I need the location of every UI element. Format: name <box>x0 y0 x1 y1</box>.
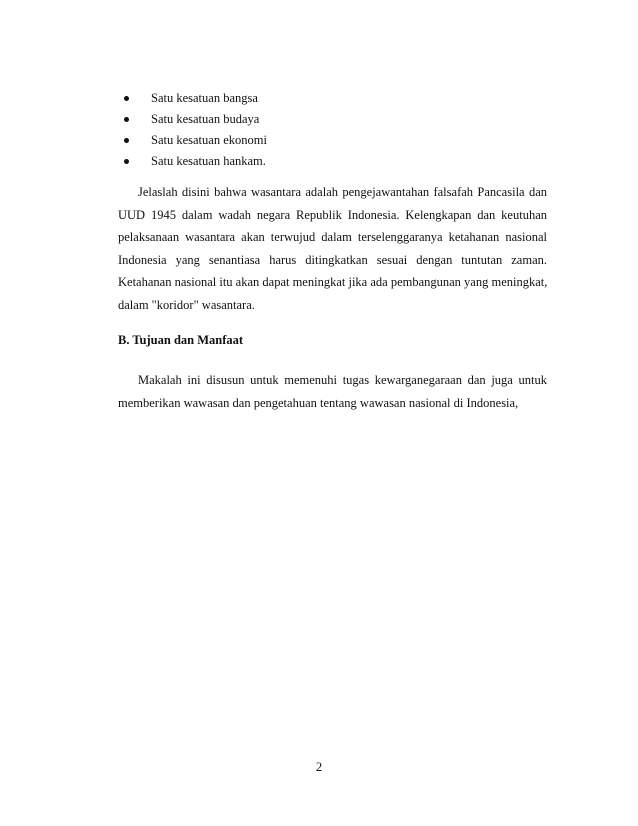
paragraph-line: pelaksanaan wasantara akan terwujud dalam terselenggaranya ketahanan nasional <box>118 230 547 245</box>
list-item <box>124 109 267 130</box>
bullet-list <box>124 88 267 172</box>
paragraph-line: Indonesia yang senantiasa harus ditingkatkan sesuai dengan tuntutan zaman. <box>118 252 547 267</box>
list-item <box>124 130 267 151</box>
bullet-icon <box>124 138 129 143</box>
bullet-text: Satu kesatuan bangsa <box>151 91 258 105</box>
section-heading: B. Tujuan dan Manfaat <box>118 333 244 347</box>
paragraph-line: Makalah ini disusun untuk memenuhi tugas kewarganegaraan dan juga untuk <box>138 373 547 387</box>
bullet-icon <box>124 159 129 164</box>
paragraph-line: UUD 1945 dalam wadah negara Republik Indonesia. Kelengkapan dan keutuhan <box>118 207 547 222</box>
bullet-text: Satu kesatuan ekonomi <box>151 133 267 147</box>
paragraph-line: Jelaslah disini bahwa wasantara adalah pengejawantahan falsafah Pancasila dan <box>138 185 547 199</box>
paragraph-line: dalam "koridor" wasantara. <box>118 297 255 312</box>
paragraph-line: Ketahanan nasional itu akan dapat meningkat jika ada pembangunan yang meningkat, <box>118 275 547 290</box>
bullet-icon <box>124 96 129 101</box>
paragraph-tujuan <box>118 369 547 414</box>
paragraph-line: memberikan wawasan dan pengetahuan tentang wawasan nasional di Indonesia, <box>118 395 519 410</box>
bullet-icon <box>124 117 129 122</box>
paragraph-wasantara <box>118 181 547 317</box>
list-item <box>124 151 267 172</box>
list-item <box>124 88 267 109</box>
bullet-text: Satu kesatuan hankam. <box>151 154 266 168</box>
page-number: 2 <box>315 760 323 774</box>
bullet-text: Satu kesatuan budaya <box>151 112 260 126</box>
